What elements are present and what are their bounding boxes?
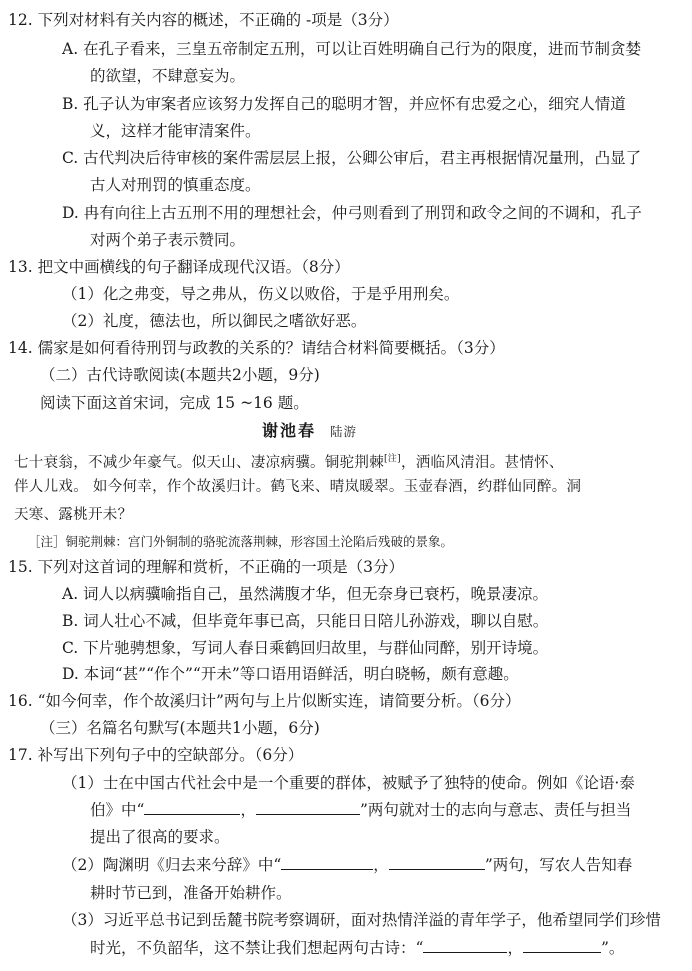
- section-3-heading: （三）名篇名句默写(本题共1小题，6分): [40, 719, 320, 737]
- q17-part-1-cont: 提出了很高的要求。: [90, 828, 230, 846]
- q12-option-b-cont: 义，这样才能审清案件。: [90, 122, 261, 140]
- q13-stem: 13. 把文中画横线的句子翻译成现代汉语。（8分）: [8, 258, 350, 276]
- q17-part-1-blanks: [90, 800, 631, 820]
- q15-option-d: D. 本词“甚”“作个”“开未”等口语用语鲜活，明白晓畅，颇有意趣。: [62, 665, 519, 683]
- q12-option-b: B. 孔子认为审案者应该努力发挥自己的聪明才智，并应怀有忠爱之心，细究人情道: [62, 95, 626, 113]
- q12-option-d-cont: 对两个弟子表示赞同。: [90, 231, 246, 249]
- q17-part-2-suffix: ”两句，写农人告知春: [484, 856, 633, 874]
- q15-option-b: B. 词人壮心不减，但毕竟年事已高，只能日日陪儿孙游戏，聊以自慰。: [62, 612, 549, 630]
- q17-part-3-blanks: [90, 938, 624, 958]
- q17-blank-2[interactable]: [256, 800, 360, 815]
- q13-sentence-1: （1）化之弗变，导之弗从，伤义以败俗，于是乎用刑矣。: [62, 285, 460, 303]
- q17-blank-6[interactable]: [523, 938, 601, 953]
- q16-stem: 16. “如今何幸，作个故溪归计”两句与上片似断实连，请简要分析。（6分）: [8, 692, 521, 710]
- poem-line-1-rest: ，洒临风清泪。甚情怀、: [400, 454, 564, 471]
- q17-blank-4[interactable]: [389, 855, 485, 870]
- poem-title-text: 谢池春: [262, 421, 317, 440]
- poem-line-3: 天寒、露桃开未？: [14, 507, 133, 523]
- q17-part-1: （1）士在中国古代社会中是一个重要的群体，被赋予了独特的使命。例如《论语·泰: [62, 774, 635, 792]
- q17-blank-3[interactable]: [281, 855, 373, 870]
- q13-sentence-2: （2）礼度，德法也，所以御民之嗜欲好恶。: [62, 312, 367, 330]
- q17-part-1-suffix: ”两句就对士的志向与意志、责任与担当: [359, 801, 632, 819]
- q12-option-c: C. 古代判决后待审核的案件需层层上报，公卿公审后，君主再根据情况量刑，凸显了: [62, 149, 642, 167]
- poem-line-2: 伴人儿戏。 如今何幸，作个故溪归计。鹤飞来、晴岚暖翠。玉壶春酒，约群仙同醉。洞: [14, 479, 582, 495]
- poem-title: [262, 421, 357, 442]
- q12-stem: 12. 下列对材料有关内容的概述，不正确的 -项是（3分）: [8, 11, 399, 29]
- q17-comma-1: ，: [240, 801, 256, 819]
- q12-option-c-cont: 古人对刑罚的慎重态度。: [90, 176, 261, 194]
- q17-comma-3: ，: [507, 939, 523, 957]
- q17-blank-1[interactable]: [144, 800, 240, 815]
- q17-stem: 17. 补写出下列句子中的空缺部分。（6分）: [8, 746, 304, 764]
- q15-stem: 15. 下列对这首词的理解和赏析，不正确的一项是（3分）: [8, 558, 404, 576]
- q12-option-d: D. 冉有向往上古五刑不用的理想社会，仲弓则看到了刑罚和政令之间的不调和，孔子: [62, 204, 642, 222]
- poem-note: ［注］铜驼荆棘：宫门外铜制的骆驼流落荆棘，形容国土沦陷后残破的景象。: [28, 534, 454, 549]
- poem-author: 陆游: [330, 424, 358, 439]
- q17-part-2-prefix: （2）陶渊明《归去来兮辞》中“: [62, 856, 282, 874]
- q17-part-1-prefix: 伯》中“: [90, 801, 145, 819]
- q17-part-3-prefix: 时光，不负韶华，这不禁让我们想起两句古诗：“: [90, 939, 424, 957]
- q12-option-a: A. 在孔子看来，三皇五帝制定五刑，可以让百姓明确自己行为的限度，进而节制贪婪: [62, 40, 642, 58]
- q15-option-a: A. 词人以病骥喻指自己，虽然满腹才华，但无奈身已衰朽，晚景凄凉。: [62, 585, 549, 603]
- q17-part-3: （3）习近平总书记到岳麓书院考察调研，面对热情洋溢的青年学子，他希望同学们珍惜: [62, 911, 661, 929]
- q12-option-a-cont: 的欲望，不肆意妄为。: [90, 67, 246, 85]
- poem-note-mark: [注]: [384, 454, 401, 464]
- poem-line-1-text: 七十衰翁，不减少年豪气。似天山、凄凉病骥。铜驼荆棘: [14, 454, 384, 471]
- poem-line-1: [14, 449, 564, 473]
- section-2-heading: （二）古代诗歌阅读(本题共2小题，9分): [40, 366, 320, 384]
- q17-part-2-cont: 耕时节已到，准备开始耕作。: [90, 884, 292, 902]
- q14-stem: 14. 儒家是如何看待刑罚与政教的关系的？请结合材料简要概括。（3分）: [8, 339, 505, 357]
- q17-comma-2: ，: [373, 856, 389, 874]
- q17-part-2: [62, 855, 632, 875]
- q17-part-3-suffix: ”。: [600, 939, 625, 957]
- section-2-intro: 阅读下面这首宋词，完成 15 ~16 题。: [40, 394, 309, 412]
- q15-option-c: C. 下片驰骋想象，写词人春日乘鹤回归故里，与群仙同醉，别开诗境。: [62, 639, 549, 657]
- q17-blank-5[interactable]: [423, 938, 507, 953]
